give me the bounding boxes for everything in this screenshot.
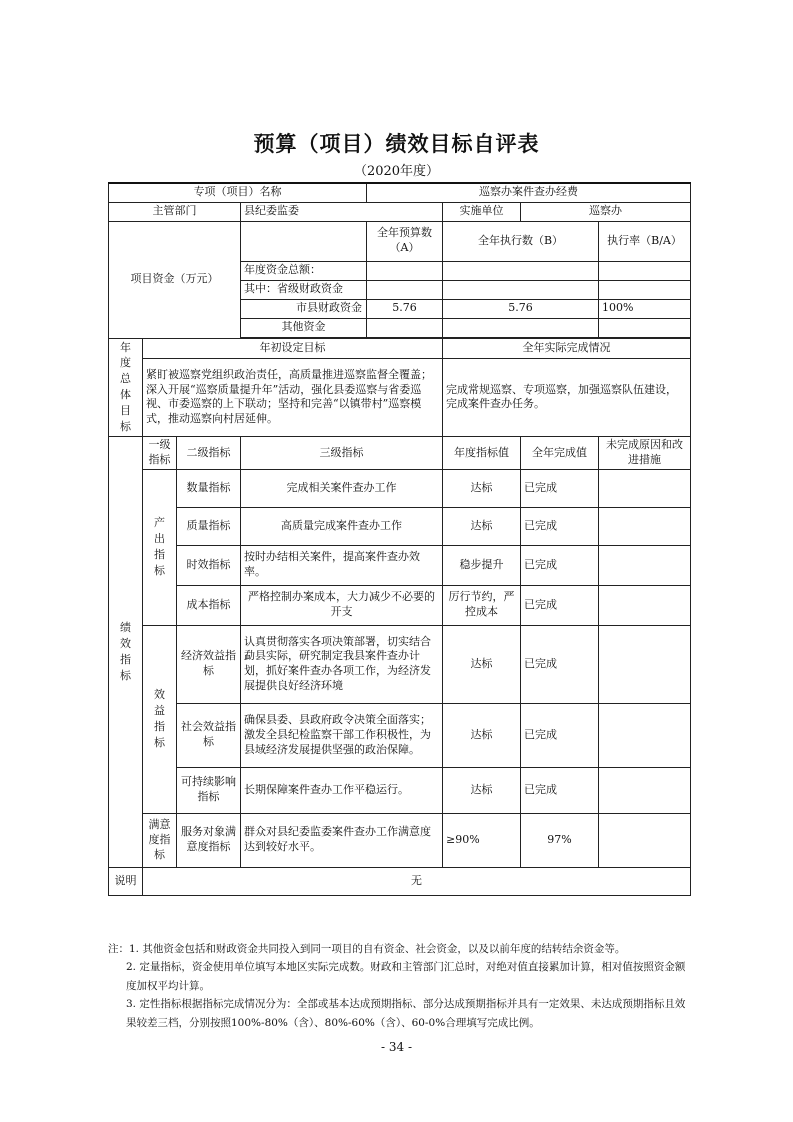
level2-cell: 数量指标 [177,469,241,507]
done-cell: 已完成 [521,767,599,813]
total-funds-label: 年度资金总额： [241,261,367,280]
project-name-value: 巡察办案件查办经费 [367,183,691,202]
table-row [109,545,691,585]
level2-cell: 可持续影响指标 [177,767,241,813]
benefit-indicator-label: 效益指标 [143,625,177,813]
level3-cell: 确保县委、县政府政令决策全面落实；激发全县纪检监察干部工作积极性，为县域经济发展提供坚强的政治保障。 [241,703,443,767]
level2-cell: 时效指标 [177,545,241,585]
level3-cell: 高质量完成案件查办工作 [241,507,443,545]
done-cell: 97% [521,813,599,867]
table-row [109,338,691,358]
table-row [109,437,691,470]
level2-cell: 成本指标 [177,585,241,625]
target-cell: 厉行节约，严控成本 [443,585,521,625]
page-title: 预算（项目）绩效目标自评表 [253,131,540,156]
level1-header: 一级指标 [143,437,177,470]
table-row [109,703,691,767]
page-subtitle: （2020年度） [353,164,440,179]
col-budget-header: 全年预算数（A） [367,221,443,261]
done-cell: 已完成 [521,703,599,767]
actual-goal-header: 全年实际完成情况 [443,338,691,358]
table-row [109,585,691,625]
output-indicator-label: 产出指标 [143,469,177,625]
target-header: 年度指标值 [443,437,521,470]
table-row [109,358,691,436]
perf-side-label: 绩效指标 [109,437,143,868]
footnote: 2. 定量指标，资金使用单位填写本地区实际完成数。财政和主管部门汇总时，对绝对值直接累加计算，相对值按照资金额度加权平均计算。 [126,961,686,992]
evaluation-table [108,182,691,896]
reason-header: 未完成原因和改进措施 [599,437,691,470]
city-rate-value: 100% [599,299,691,318]
provincial-funds-label: 其中：省级财政资金 [241,280,367,299]
done-cell: 已完成 [521,469,599,507]
done-cell: 已完成 [521,507,599,545]
level3-cell: 认真贯彻落实各项决策部署，切实结合勐县实际，研究制定我县案件查办计划，抓好案件查办各项工作，为经济发展提供良好经济环境 [241,625,443,703]
dept-value: 县纪委监委 [241,202,443,221]
dept-label: 主管部门 [109,202,241,221]
target-cell: 达标 [443,703,521,767]
table-row [109,813,691,867]
level3-cell: 群众对县纪委监委案件查办工作满意度达到较好水平。 [241,813,443,867]
remark-value: 无 [143,867,691,895]
level2-header: 二级指标 [177,437,241,470]
target-cell: 达标 [443,625,521,703]
level2-cell: 经济效益指标 [177,625,241,703]
page-number: - 34 - [380,1040,412,1054]
impl-label: 实施单位 [443,202,521,221]
level2-cell: 服务对象满意度指标 [177,813,241,867]
footnotes [108,940,690,1032]
actual-goal-text: 完成常规巡察、专项巡察，加强巡察队伍建设，完成案件查办任务。 [443,358,691,436]
city-funds-label: 市县财政资金 [241,299,367,318]
level2-cell: 质量指标 [177,507,241,545]
target-cell: 稳步提升 [443,545,521,585]
project-name-label: 专项（项目）名称 [109,183,367,202]
done-header: 全年完成值 [521,437,599,470]
level3-cell: 按时办结相关案件，提高案件查办效率。 [241,545,443,585]
table-row [109,221,691,261]
city-exec-value: 5.76 [443,299,599,318]
funds-blank-cell [241,221,367,261]
target-cell: 达标 [443,767,521,813]
other-funds-label: 其他资金 [241,318,367,337]
table-row [109,767,691,813]
table-row [109,867,691,895]
col-rate-header: 执行率（B/A） [599,221,691,261]
city-budget-value: 5.76 [367,299,443,318]
col-exec-header: 全年执行数（B） [443,221,599,261]
level2-cell: 社会效益指标 [177,703,241,767]
level3-cell: 长期保障案件查办工作平稳运行。 [241,767,443,813]
satisfaction-indicator-label: 满意度指标 [143,813,177,867]
level3-cell: 完成相关案件查办工作 [241,469,443,507]
level3-header: 三级指标 [241,437,443,470]
initial-goal-header: 年初设定目标 [143,338,443,358]
footnote: 3. 定性指标根据指标完成情况分为：全部或基本达成预期指标、部分达成预期指标并具有一定效果、未达成预期指标且效果较差三档，分别按照100%-80%（含）、80%-60%（含）、60-0%合理填写完成比例。 [126,998,686,1029]
table-row [109,507,691,545]
footnote: 注：1. 其他资金包括和财政资金共同投入到同一项目的自有资金、社会资金，以及以前年度的结转结余资金等。 [108,943,626,955]
table-row [109,625,691,703]
initial-goal-text: 紧盯被巡察党组织政治责任，高质量推进巡察监督全覆盖；深入开展“巡察质量提升年”活动，强化县委巡察与省委巡视、市委巡察的上下联动；坚持和完善“以镇带村”巡察模式，推动巡察向村居延伸。 [143,358,443,436]
table-row [109,183,691,202]
done-cell: 已完成 [521,625,599,703]
goals-side-label: 年度总体目标 [109,338,143,437]
table-row [109,202,691,221]
target-cell: 达标 [443,507,521,545]
level3-cell: 严格控制办案成本，大力减少不必要的开支 [241,585,443,625]
target-cell: ≥90% [443,813,521,867]
target-cell: 达标 [443,469,521,507]
done-cell: 已完成 [521,545,599,585]
funds-label: 项目资金（万元） [109,221,241,338]
impl-value: 巡察办 [521,202,691,221]
table-row [109,469,691,507]
remark-label: 说明 [109,867,143,895]
done-cell: 已完成 [521,585,599,625]
